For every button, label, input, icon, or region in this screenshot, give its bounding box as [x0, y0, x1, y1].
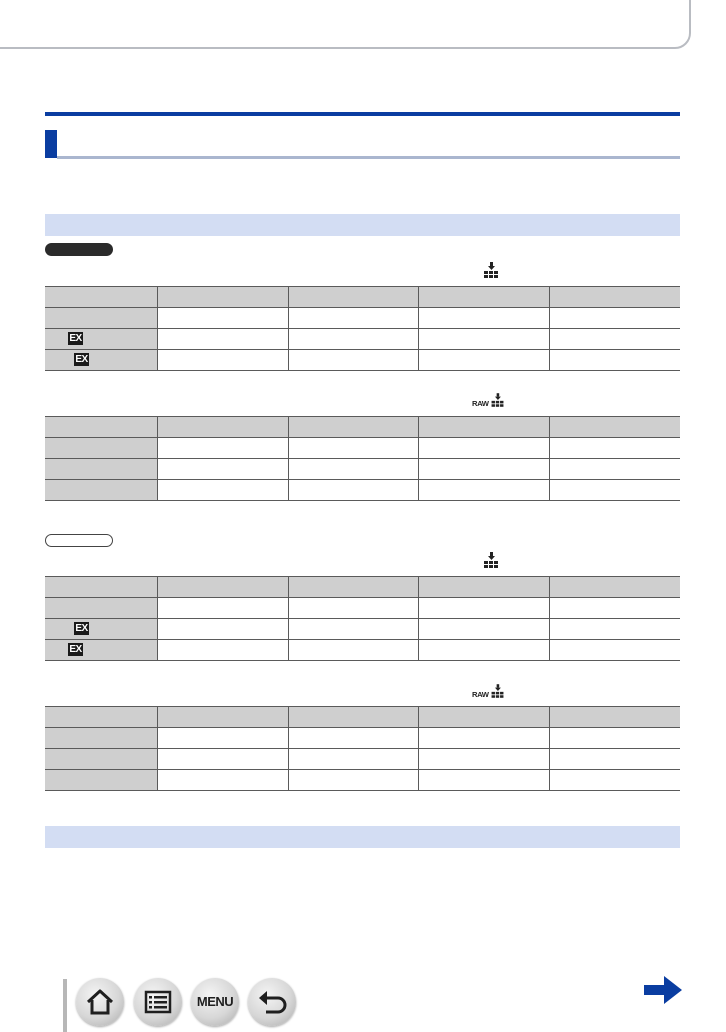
subsection-bar [45, 826, 680, 848]
section-heading-marker [45, 130, 57, 158]
menu-button[interactable] [191, 978, 239, 1026]
ex-badge-icon: EX [75, 354, 88, 365]
table-row [45, 459, 680, 480]
subsection-bar [45, 214, 680, 236]
ex-badge-icon: EX [75, 623, 88, 634]
table-row [45, 598, 680, 619]
table-header-row [45, 577, 680, 598]
contents-button[interactable] [134, 978, 182, 1026]
data-table-4 [45, 706, 680, 791]
fine-quality-icon [480, 552, 514, 568]
ex-badge-icon: EX [69, 644, 82, 655]
page-header-frame [0, 0, 691, 49]
table-row [45, 350, 680, 371]
ex-badge-icon: EX [69, 333, 82, 344]
svg-text:RAW: RAW [472, 689, 489, 699]
table-header-row [45, 707, 680, 728]
chapter-rule [45, 112, 680, 116]
section-heading-underline [57, 156, 680, 159]
fine-quality-icon [480, 262, 514, 278]
home-button[interactable] [76, 978, 124, 1026]
mode-badge-dark [45, 243, 113, 256]
footer-divider [63, 979, 67, 1032]
table-row [45, 329, 680, 350]
table-row [45, 770, 680, 791]
raw-fine-quality-icon [472, 392, 506, 408]
table-row [45, 749, 680, 770]
table-header-row [45, 287, 680, 308]
raw-fine-quality-icon [472, 683, 506, 699]
list-icon [134, 978, 182, 1026]
table-header-row [45, 417, 680, 438]
data-table-3 [45, 576, 680, 661]
arrow-right-icon[interactable] [644, 976, 682, 1004]
table-row [45, 728, 680, 749]
return-icon [248, 978, 296, 1026]
table-row [45, 619, 680, 640]
back-button[interactable] [248, 978, 296, 1026]
mode-badge-light [45, 534, 113, 547]
table-row [45, 308, 680, 329]
data-table-1 [45, 286, 680, 371]
home-icon [76, 978, 124, 1026]
data-table-2 [45, 416, 680, 501]
menu-button-label: MENU [196, 994, 234, 1009]
table-row [45, 480, 680, 501]
svg-text:RAW: RAW [472, 398, 489, 408]
table-row [45, 438, 680, 459]
table-row [45, 640, 680, 661]
